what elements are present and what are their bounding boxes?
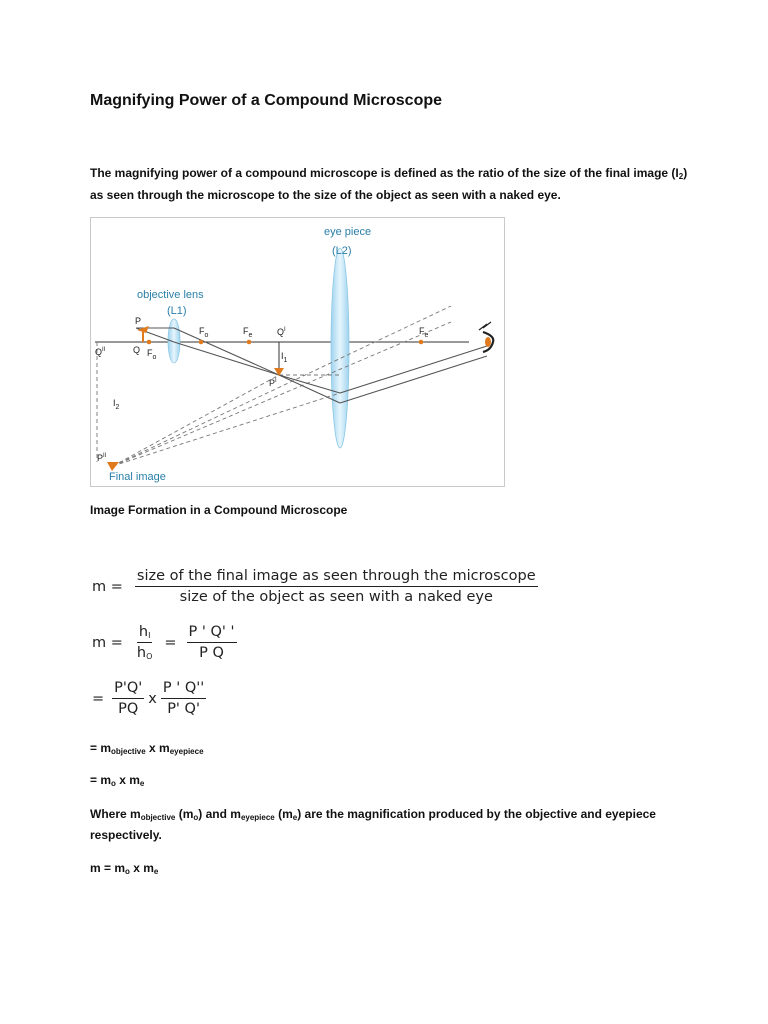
eq2-fraction-2 [187, 624, 237, 661]
equation-3 [92, 680, 206, 717]
ray-diagram-svg [91, 218, 504, 486]
label-q-double-prime: $Q^{II}$ [95, 347, 106, 357]
eq2-lhs: m = [92, 634, 123, 651]
eye-piece-sub-label: (L2) [332, 245, 352, 257]
eq1-lhs: m = [92, 578, 123, 595]
explanation-line-2: respectively. [90, 828, 162, 842]
label-i1: $I_1$ [281, 351, 288, 364]
eq1-denominator: size of the object as seen with a naked eye [179, 589, 493, 605]
line-final-formula: $m = m_o$ x $m_e$ [90, 861, 159, 876]
equation-1 [92, 568, 538, 605]
eq3-fraction-2 [161, 680, 206, 717]
eq2-num1: $h_I$ [137, 624, 153, 643]
focal-point-fo-left [147, 340, 152, 345]
label-fe-right: $F_e$ [419, 326, 429, 339]
objective-lens-sub-label: (L1) [167, 305, 187, 317]
eq1-numerator: size of the final image as seen through the microscope [135, 568, 538, 587]
eq3-num1: P'Q' [112, 680, 144, 699]
eq3-operator: x [148, 690, 157, 707]
eq2-fraction-1 [135, 624, 155, 661]
label-p-double-prime: $P^{II}$ [97, 453, 107, 463]
focal-point-fe-right [419, 340, 424, 345]
eq2-operator: = [164, 634, 177, 651]
line-mo-me: = $m_o$ x $m_e$ [90, 773, 145, 788]
eq3-num2: P ' Q'' [161, 680, 206, 699]
label-q: Q [133, 345, 141, 355]
focal-point-fo-right [199, 340, 204, 345]
eq3-fraction-1 [112, 680, 144, 717]
eq2-den1: $h_O$ [136, 645, 153, 661]
intro-line-1: The magnifying power of a compound microscope is defined as the ratio of the size of the final image $(I_2)$ [90, 166, 688, 181]
eq2-num2: P ' Q' ' [187, 624, 237, 643]
explanation-paragraph [90, 804, 690, 846]
eq2-den2: P Q [199, 645, 224, 661]
eq3-den1: PQ [118, 701, 139, 717]
microscope-diagram [90, 217, 505, 487]
point-labels [95, 316, 429, 463]
eye-piece-label: eye piece [324, 226, 372, 238]
label-p: P [135, 316, 142, 326]
label-p-prime: $P^I$ [269, 378, 277, 388]
intro-line-2: as seen through the microscope to the size of the object as seen with a naked eye. [90, 188, 561, 202]
label-fe-left: $F_e$ [243, 326, 253, 339]
figure-caption: Image Formation in a Compound Microscope [90, 503, 348, 517]
eq1-fraction [135, 568, 538, 605]
label-fo-bottom: $F_o$ [147, 348, 157, 361]
objective-lens-label: objective lens [137, 289, 204, 301]
solid-rays [136, 328, 487, 403]
label-i2: $I_2$ [113, 398, 120, 411]
line-m-objective-eyepiece: = $m_{objective}$ x $m_{eyepiece}$ [90, 741, 204, 756]
focal-point-fe-left [247, 340, 252, 345]
eyepiece-lens [331, 248, 349, 448]
final-image-arrowhead [107, 462, 119, 471]
final-image-label: Final image [109, 471, 166, 483]
page-title: Magnifying Power of a Compound Microscope [90, 92, 443, 109]
explanation-line-1: Where $m_{objective}$ $(m_o)$ and $m_{eyepiece}$ $(m_e)$ are the magnification produced by the objective and eyepiece [90, 807, 656, 822]
eq3-den2: P' Q' [167, 701, 200, 717]
equation-2 [92, 624, 237, 661]
eq3-lhs: = [92, 690, 105, 707]
label-q-prime: $Q^I$ [277, 327, 286, 337]
label-fo-top: $F_o$ [199, 326, 209, 339]
intro-paragraph [90, 162, 690, 206]
